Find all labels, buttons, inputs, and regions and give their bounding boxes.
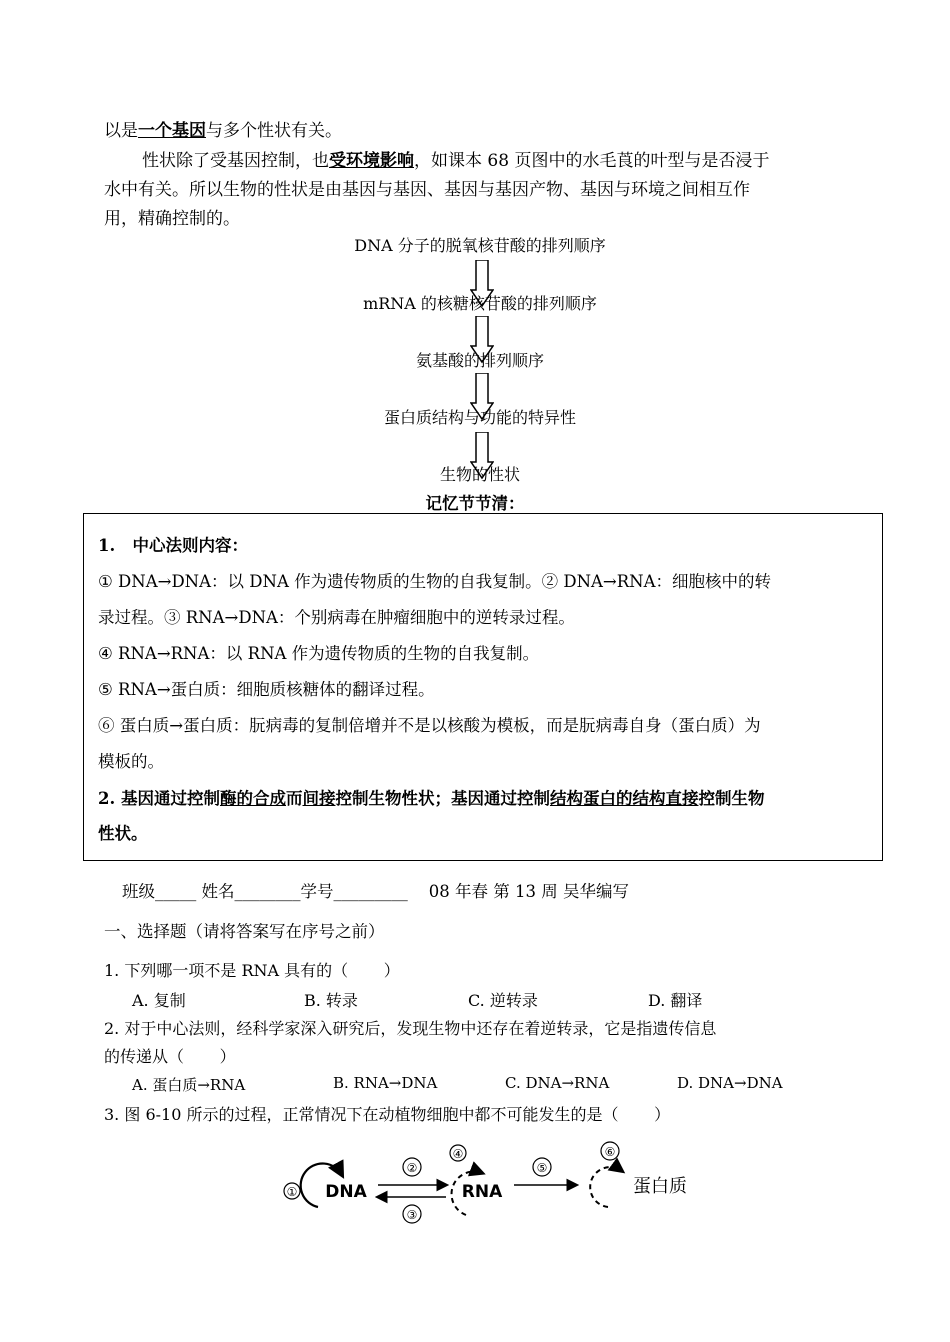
label-5: ⑤ — [536, 1161, 548, 1175]
q1-option-b: B. 转录 — [304, 991, 358, 1010]
label-2: ② — [406, 1161, 418, 1175]
box-heading-1: 1. 中心法则内容： — [98, 536, 248, 555]
q1-option-a: A. 复制 — [132, 991, 186, 1010]
label-1: ① — [286, 1185, 298, 1199]
box-point-2-cont: 性状。 — [98, 824, 148, 843]
intro-line-1 — [104, 116, 342, 146]
box-point-2 — [98, 787, 764, 811]
question-2-stem-cont: 的传递从（ ） — [104, 1047, 236, 1066]
protein-replication-arrow — [590, 1167, 622, 1207]
intro-line-3: 水中有关。所以生物的性状是由基因与基因、基因与基因产物、基因与环境之间相互作 — [104, 180, 750, 200]
rna-label: RNA — [461, 1182, 503, 1202]
box-line: ① DNA→DNA：以 DNA 作为遗传物质的生物的自我复制。② DNA→RNA：细胞核中的转 — [98, 572, 772, 591]
box-point-underline: 酶的合成 — [219, 789, 286, 808]
worksheet-header: 班级_____ 姓名________学号_________ 08 年春 第 13 周 吴华编写 — [122, 882, 629, 901]
q2-option-d: D. DNA→DNA — [677, 1074, 783, 1092]
question-1-stem: 1. 下列哪一项不是 RNA 具有的（ ） — [104, 961, 400, 980]
intro-text: 以是 — [104, 121, 138, 141]
box-line: ⑥ 蛋白质→蛋白质：朊病毒的复制倍增并不是以核酸为模板，而是朊病毒自身（蛋白质）为 — [98, 716, 761, 735]
box-line: 模板的。 — [98, 752, 164, 771]
flow-step-3: 氨基酸的排列顺序 — [415, 351, 544, 370]
label-4: ④ — [452, 1147, 464, 1161]
central-dogma-figure — [270, 1135, 710, 1225]
protein-label: 蛋白质 — [633, 1176, 687, 1197]
intro-emphasis: 受环境影响 — [329, 151, 414, 171]
box-point-text: 2. 基因通过控制 — [98, 789, 220, 808]
intro-text: 与多个性状有关。 — [206, 121, 342, 141]
question-2-stem: 2. 对于中心法则，经科学家深入研究后，发现生物中还存在着逆转录，它是指遗传信息 — [104, 1019, 717, 1038]
flow-step-1: DNA 分子的脱氧核苷酸的排列顺序 — [354, 236, 606, 255]
intro-text: ，如课本 68 页图中的水毛莨的叶型与是否浸于 — [414, 151, 770, 171]
label-6: ⑥ — [604, 1145, 616, 1159]
intro-line-4: 用，精确控制的。 — [104, 209, 240, 229]
box-point-underline: 间接 — [302, 789, 336, 808]
question-3-stem: 3. 图 6-10 所示的过程，正常情况下在动植物细胞中都不可能发生的是（ ） — [104, 1105, 671, 1124]
box-point-text: 而 — [285, 789, 303, 808]
flow-step-2: mRNA 的核糖核苷酸的排列顺序 — [363, 294, 597, 313]
q1-option-d: D. 翻译 — [648, 991, 703, 1010]
summary-box — [83, 513, 883, 861]
box-line: ④ RNA→RNA：以 RNA 作为遗传物质的生物的自我复制。 — [98, 644, 540, 663]
box-point-text: 控制生物 — [698, 789, 765, 808]
intro-line-2 — [142, 146, 769, 176]
intro-text: 性状除了受基因控制，也 — [142, 151, 329, 171]
section-title: 一、选择题（请将答案写在序号之前） — [104, 922, 385, 941]
box-point-underline: 结构蛋白的结构直接 — [549, 789, 699, 808]
flow-step-5: 生物的性状 — [439, 465, 520, 484]
dna-label: DNA — [325, 1182, 367, 1202]
label-3: ③ — [406, 1208, 418, 1222]
q1-option-c: C. 逆转录 — [468, 991, 538, 1010]
box-point-text: 控制生物性状；基因通过控制 — [335, 789, 550, 808]
box-line: ⑤ RNA→蛋白质：细胞质核糖体的翻译过程。 — [98, 680, 435, 699]
memo-title: 记忆节节清： — [425, 494, 525, 513]
box-line: 录过程。③ RNA→DNA：个别病毒在肿瘤细胞中的逆转录过程。 — [98, 608, 575, 627]
q2-option-a: A. 蛋白质→RNA — [132, 1076, 246, 1094]
q2-option-b: B. RNA→DNA — [333, 1074, 438, 1092]
flow-step-4: 蛋白质结构与功能的特异性 — [383, 408, 576, 427]
q2-option-c: C. DNA→RNA — [505, 1074, 610, 1092]
intro-emphasis: 一个基因 — [138, 121, 206, 141]
